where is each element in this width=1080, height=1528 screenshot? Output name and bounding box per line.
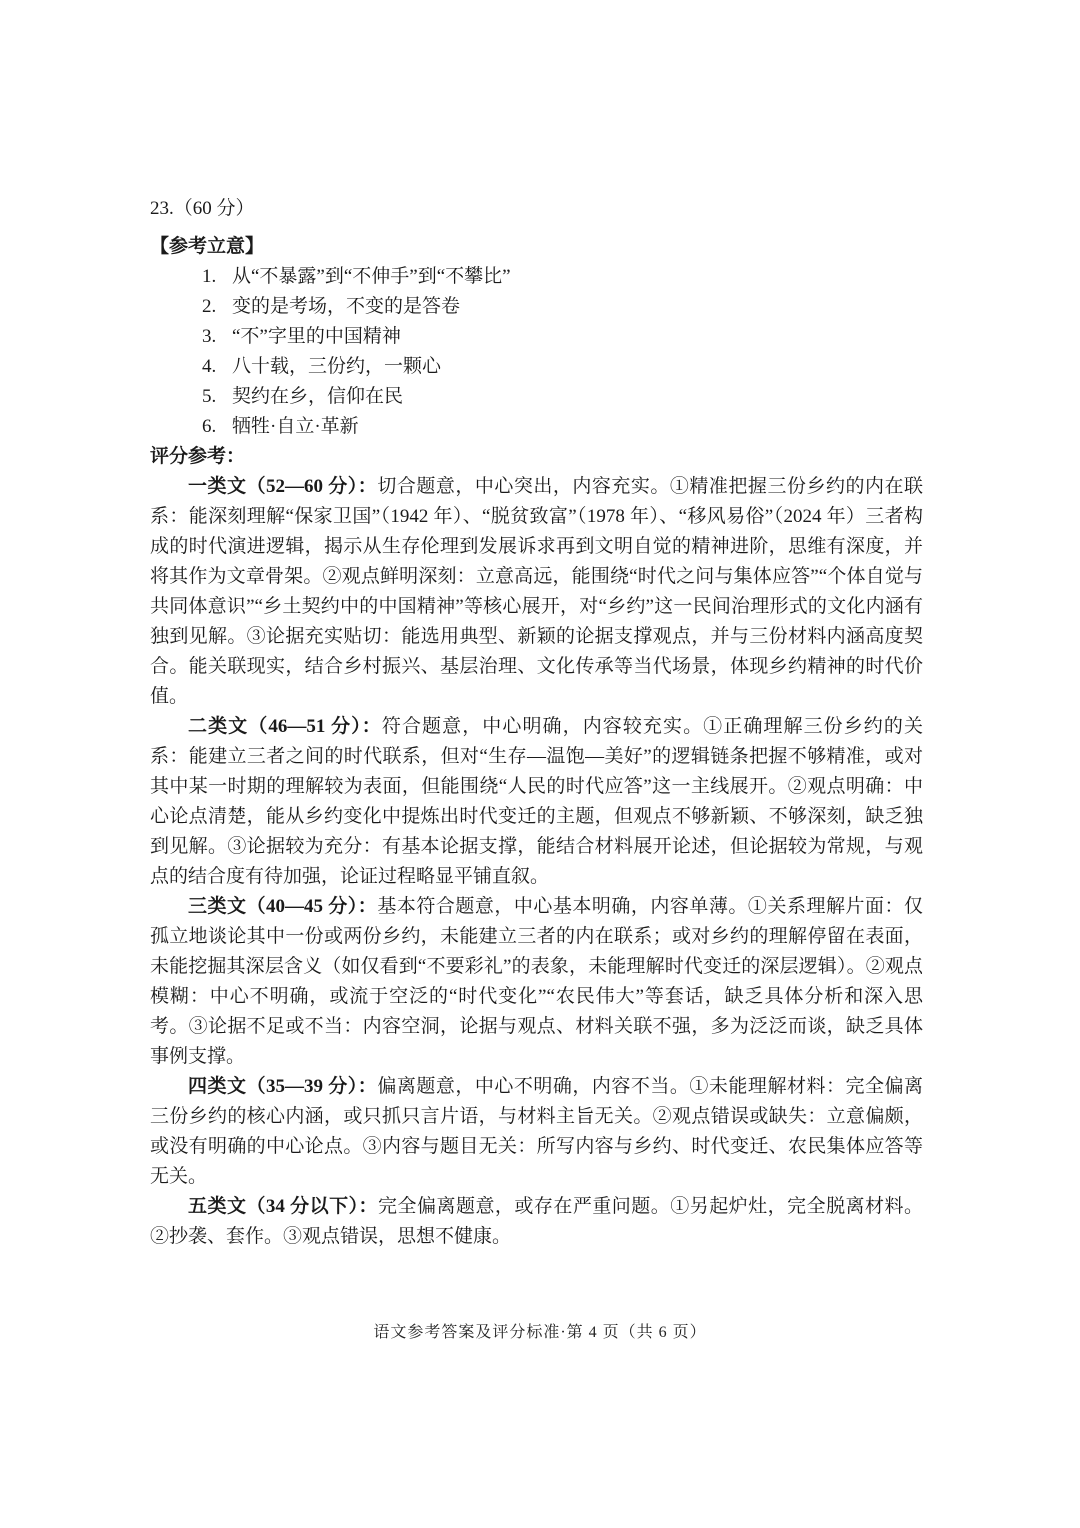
grade-3-paragraph [150, 892, 923, 1072]
intent-item-text: 契约在乡，信仰在民 [232, 386, 404, 407]
question-number: 23.（60 分） [150, 198, 255, 219]
intent-item [150, 382, 923, 412]
document-body [150, 194, 923, 1252]
grade-1-criteria: 切合题意，中心突出，内容充实。①精准把握三份乡约的内在联系：能深刻理解“保家卫国”（1942 年）、“脱贫致富”（1978 年）、“移风易俗”（2024 年）三者构成的时代演进逻辑，揭示从生存伦理到发展诉求再到文明自觉的精神进阶，思维有深度，并将其作为文章骨架。②观点鲜明深刻：立意高远，能围绕“时代之问与集体应答”“个体自觉与共同体意识”“乡土契约中的中国精神”等核心展开，对“乡约”这一民间治理形式的文化内涵有独到见解。③论据充实贴切：能选用典型、新颖的论据支撑观点，并与三份材料内涵高度契合。能关联现实，结合乡村振兴、基层治理、文化传承等当代场景，体现乡约精神的时代价值。 [150, 476, 923, 707]
intent-item [150, 322, 923, 352]
page-footer: 语文参考答案及评分标准·第 4 页（共 6 页） [373, 1324, 707, 1341]
intent-item-text: 牺牲·自立·革新 [232, 416, 359, 437]
intent-item-number: 1. [202, 266, 217, 287]
grade-5-label: 五类文（34 分以下）： [188, 1196, 379, 1217]
scoring-reference-header: 评分参考： [150, 446, 246, 467]
intent-item [150, 412, 923, 442]
intent-item-number: 4. [202, 356, 217, 377]
intent-item [150, 292, 923, 322]
grade-1-paragraph [150, 472, 923, 712]
reference-intent-header: 【参考立意】 [150, 236, 265, 257]
intent-item-text: 变的是考场，不变的是答卷 [232, 296, 461, 317]
intent-item [150, 352, 923, 382]
reference-intent-list [150, 262, 923, 442]
grade-2-label: 二类文（46—51 分）： [188, 716, 382, 737]
intent-item [150, 262, 923, 292]
grade-5-criteria: 完全偏离题意，或存在严重问题。①另起炉灶，完全脱离材料。②抄袭、套作。③观点错误，思想不健康。 [150, 1196, 923, 1247]
intent-item-text: 八十载，三份约，一颗心 [232, 356, 442, 377]
grade-3-label: 三类文（40—45 分）： [188, 896, 378, 917]
intent-item-number: 6. [202, 416, 217, 437]
grade-2-paragraph [150, 712, 923, 892]
intent-item-number: 5. [202, 386, 217, 407]
grade-5-paragraph [150, 1192, 923, 1252]
grade-4-criteria: 偏离题意，中心不明确，内容不当。①未能理解材料：完全偏离三份乡约的核心内涵，或只抓只言片语，与材料主旨无关。②观点错误或缺失：立意偏颇，或没有明确的中心论点。③内容与题目无关：所写内容与乡约、时代变迁、农民集体应答等无关。 [150, 1076, 923, 1187]
grade-4-label: 四类文（35—39 分）： [188, 1076, 378, 1097]
intent-item-text: 从“不暴露”到“不伸手”到“不攀比” [232, 266, 511, 287]
grade-4-paragraph [150, 1072, 923, 1192]
grade-2-criteria: 符合题意，中心明确，内容较充实。①正确理解三份乡约的关系：能建立三者之间的时代联系，但对“生存—温饱—美好”的逻辑链条把握不够精准，或对其中某一时期的理解较为表面，但能围绕“人民的时代应答”这一主线展开。②观点明确：中心论点清楚，能从乡约变化中提炼出时代变迁的主题，但观点不够新颖、不够深刻，缺乏独到见解。③论据较为充分：有基本论据支撑，能结合材料展开论述，但论据较为常规，与观点的结合度有待加强，论证过程略显平铺直叙。 [150, 716, 923, 887]
intent-item-number: 2. [202, 296, 217, 317]
grade-1-label: 一类文（52—60 分）： [188, 476, 378, 497]
intent-item-text: “不”字里的中国精神 [232, 326, 401, 347]
intent-item-number: 3. [202, 326, 217, 347]
grade-3-criteria: 基本符合题意，中心基本明确，内容单薄。①关系理解片面：仅孤立地谈论其中一份或两份乡约，未能建立三者的内在联系；或对乡约的理解停留在表面，未能挖掘其深层含义（如仅看到“不要彩礼”的表象，未能理解时代变迁的深层逻辑）。②观点模糊：中心不明确，或流于空泛的“时代变化”“农民伟大”等套话，缺乏具体分析和深入思考。③论据不足或不当：内容空洞，论据与观点、材料关联不强，多为泛泛而谈，缺乏具体事例支撑。 [150, 896, 923, 1067]
